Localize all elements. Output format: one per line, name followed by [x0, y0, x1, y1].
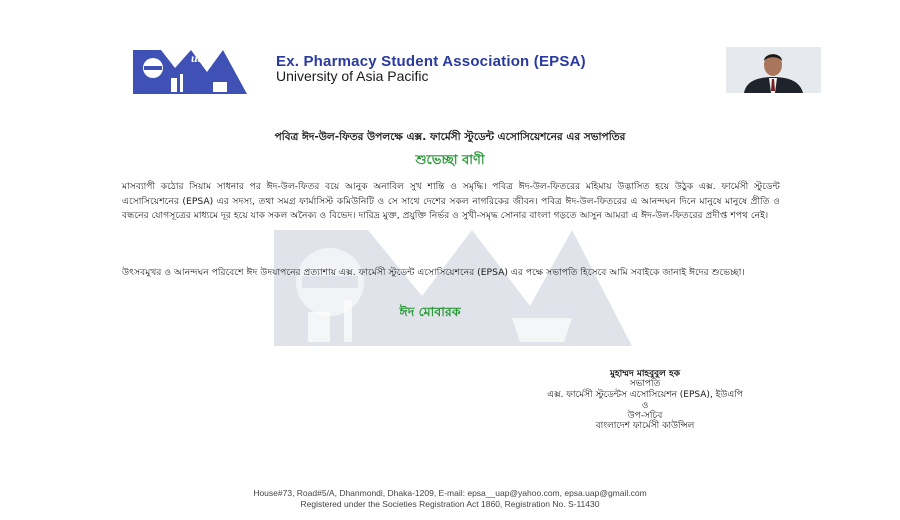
footer-address: House#73, Road#5/A, Dhanmondi, Dhaka-1209, E-mail: epsa__uap@yahoo.com, epsa.uap@gmail.com: [253, 488, 647, 498]
signatory-title-2: উপ-সচিব: [627, 411, 663, 421]
signatory-organization: বাংলাদেশ ফার্মেসী কাউন্সিল: [595, 421, 695, 431]
watermark-logo: [272, 226, 634, 348]
greeting-title: শুভেচ্ছা বাণী: [415, 153, 485, 168]
footer-registration: Registered under the Societies Registration Act 1860, Registration No. S-11430: [300, 499, 600, 509]
org-name: Ex. Pharmacy Student Association (EPSA): [276, 53, 586, 70]
university-name: University of Asia Pacific: [276, 68, 429, 84]
message-paragraph-2: উৎসবমুখর ও আনন্দঘন পরিবেশে ঈদ উদযাপনের প্রত্যাশায় এক্স. ফার্মেসী স্টুডেন্ট এসোসিয়েশনের (EPSA) এর পক্ষে সভাপতি হিসেবে আমি সবাইকে জানাই ঈদের শুভেচ্ছা।: [122, 267, 745, 278]
logo-text: uap: [191, 51, 210, 65]
signatory-conjunction: ও: [641, 401, 649, 411]
letter-headline: পবিত্র ঈদ-উল-ফিতর উপলক্ষে এক্স. ফার্মেসী স্টুডেন্ট এসোসিয়েশনের এর সভাপতির: [274, 131, 626, 143]
signatory-association: এক্স. ফার্মেসী স্টুডেন্টস এসোসিয়েশন (EPSA), ইউএপি: [547, 390, 743, 400]
signatory-title: সভাপতি: [629, 379, 661, 389]
uap-logo: [131, 48, 249, 96]
eid-mubarak: ঈদ মোবারক: [399, 304, 461, 319]
signatory-name: মুহাম্মদ মাহবুবুল হক: [609, 369, 681, 379]
president-photo: [726, 47, 821, 93]
message-paragraph-1: মাসব্যাপী কঠোর সিয়াম সাধনার পর ঈদ-উল-ফিতর বয়ে আনুক অনাবিল সুখ শান্তি ও সমৃদ্ধি। পবিত্র ঈদ-উল-ফিতরের মহিমায় উদ্ভাসিত হয়ে উঠুক এক্স. ফার্মেসী স্টুডেন্ট এসোসিয়েশনের (EPSA) এর সদস্য, তথা সমগ্র ফার্মাসিস্ট কমিউনিটি ও সে সাথে দেশের সকল নাগরিকের জীবন। পবিত্র ঈদ-উল-ফিতরের এ আনন্দঘন দিনে মানুষে মানুষে প্রীতি ও বন্ধনের যোগসূত্রের মাধ্যমে দূর হয়ে যাক সকল অনৈক্য ও বিভেদ। দারিদ্র মুক্ত, প্রযুক্তি নির্ভর ও সুখী-সমৃদ্ধ সোনার বাংলা গড়তে আসুন আমরা এ ঈদ-উল-ফিতরের প্রদীপ্ত শপথ নেই।: [122, 181, 780, 222]
